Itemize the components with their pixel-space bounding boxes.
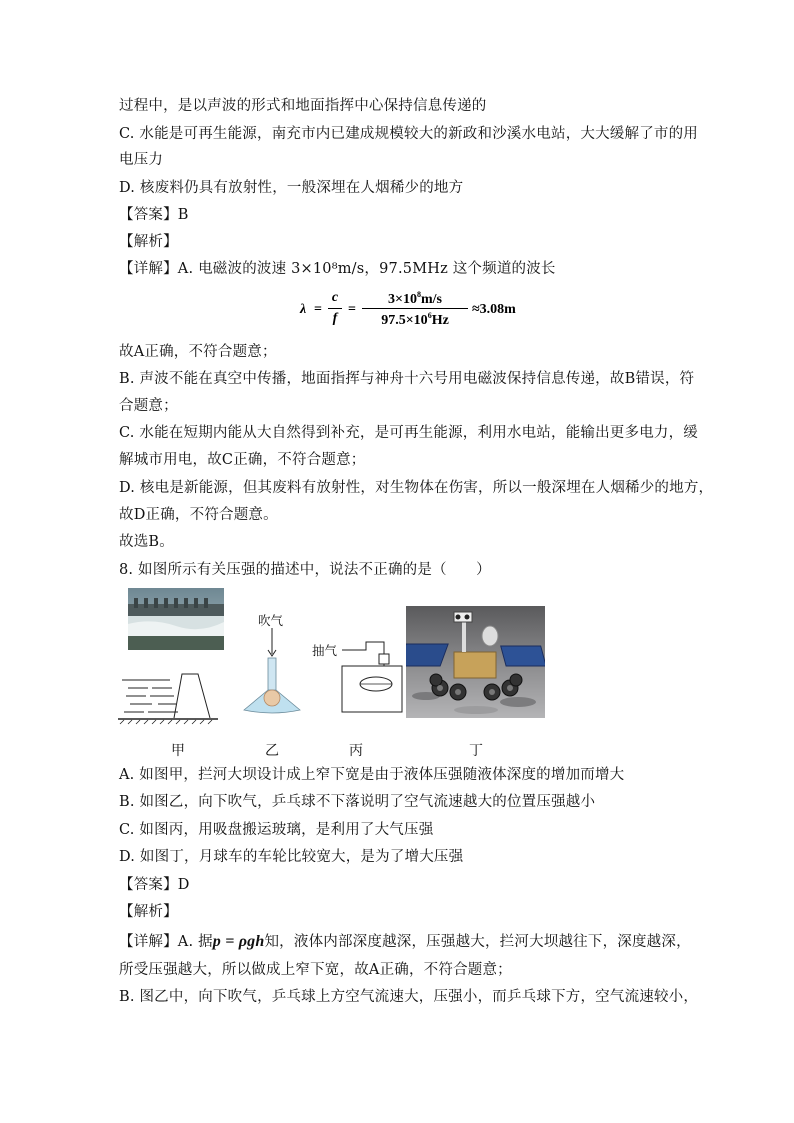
dam-photo [128,588,224,650]
blow-label: 吹气 [258,613,284,628]
option-a: A. 如图甲，拦河大坝设计成上窄下宽是由于液体压强随液体深度的增加而增大 [119,767,625,783]
dam-cross-section-diagram [118,666,218,728]
text-line: B. 图乙中，向下吹气，乒乓球上方空气流速大，压强小，而乒乓球下方，空气流速较小， [119,989,699,1005]
option-d: D. 如图丁，月球车的车轮比较宽大，是为了增大压强 [119,849,464,865]
formula-result: ≈3.08m [472,302,516,317]
option-b: B. 如图乙，向下吹气，乒乓球不下落说明了空气流速越大的位置压强越小 [119,794,596,810]
text-line: 合题意； [119,398,178,414]
answer-label: 【答案】B [119,207,189,223]
option-c: C. 如图丙，用吸盘搬运玻璃，是利用了大气压强 [119,822,434,838]
wavelength-formula [300,290,540,336]
text-line: 所受压强越大，所以做成上窄下宽，故A正确，不符合题意； [119,962,512,978]
formula-equals: = [348,302,356,317]
suction-cup-diagram [336,636,406,716]
figure-label-yi: 乙 [265,743,279,759]
text-line: D. 核电是新能源，但其废料有放射性，对生物体在伤害，所以一般深埋在人烟稀少的地方， [119,480,714,496]
detail-prefix: 【详解】A. 据 [119,934,213,950]
formula-numerator: $3\times 10^8m/s$ [362,290,468,309]
analysis-label: 【解析】 [119,234,178,250]
pump-label: 抽气 [312,643,338,658]
detail-line [119,932,689,952]
text-line: 解城市用电，故C正确，不符合题意； [119,452,366,468]
text-line: 故A正确，不符合题意； [119,344,277,360]
text-line: 电压力 [119,152,164,168]
formula-equals: = [314,302,322,317]
option-c: C. 水能是可再生能源，南充市内已建成规模较大的新政和沙溪水电站，大大缓解了市的用 [119,126,698,142]
text-line: B. 声波不能在真空中传播，地面指挥与神舟十六号用电磁波保持信息传递，故B错误，符 [119,371,695,387]
pressure-formula: p = ρgh [212,933,265,950]
formula-c: c [328,290,342,309]
answer-label: 【答案】D [119,877,190,893]
formula-f: f [332,311,338,326]
detail-line: 【详解】A. 电磁波的波速 3×10⁸m/s，97.5MHz 这个频道的波长 [119,261,556,277]
figure-label-jia: 甲 [171,743,185,759]
formula-fraction-values [362,290,468,329]
formula-fraction-c-f [328,290,342,327]
formula-denominator: $97.5\times 10^6Hz$ [381,311,449,328]
formula-lambda: λ [300,302,307,317]
analysis-label: 【解析】 [119,904,178,920]
figure-label-bing: 丙 [349,743,363,759]
option-d: D. 核废料仍具有放射性，一般深埋在人烟稀少的地方 [119,180,464,196]
text-line: 故选B。 [119,534,174,550]
text-line: 过程中，是以声波的形式和地面指挥中心保持信息传递的 [119,98,487,114]
lunar-rover-photo [406,606,545,718]
funnel-ball-diagram [240,628,304,716]
detail-text: 知，液体内部深度越深，压强越大，拦河大坝越往下，深度越深， [264,934,691,950]
figure-label-ding: 丁 [469,743,483,759]
text-line: 故D正确，不符合题意。 [119,507,278,523]
question-8: 8. 如图所示有关压强的描述中，说法不正确的是（ ） [119,562,491,578]
text-line: C. 水能在短期内能从大自然得到补充，是可再生能源，利用水电站，能输出更多电力，缓 [119,425,698,441]
